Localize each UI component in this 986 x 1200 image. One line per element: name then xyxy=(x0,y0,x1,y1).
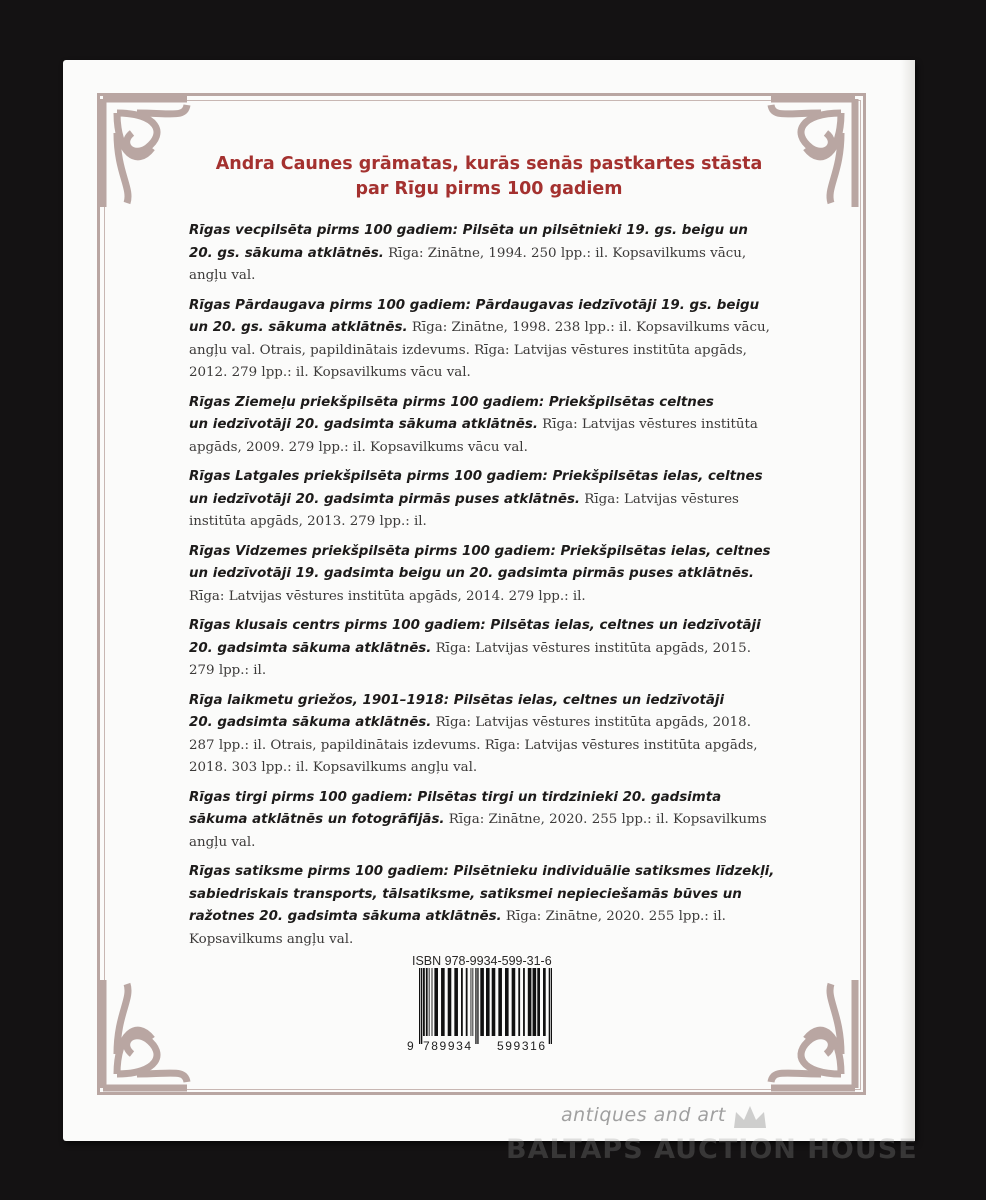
barcode-bar xyxy=(543,968,546,1036)
entry-line xyxy=(189,511,789,534)
isbn-label: ISBN 978-9934-599-31-6 xyxy=(412,954,552,968)
entry-title: 20. gadsimta sākuma atklātnēs. xyxy=(189,640,432,656)
entry-title: Rīgas Latgales priekšpilsēta pirms 100 gadiem: Priekšpilsētas ielas, celtnes xyxy=(189,469,763,484)
entry-title: 20. gs. sākuma atklātnēs. xyxy=(189,245,384,261)
barcode-digit-first: 9 xyxy=(407,1039,414,1052)
barcode-bar xyxy=(421,968,422,1044)
barcode-bar xyxy=(498,968,502,1036)
entry-details: 2012. 279 lpp.: il. Kopsavilkums vācu val. xyxy=(189,365,471,380)
entry-line xyxy=(189,220,789,243)
barcode-bar xyxy=(533,968,537,1036)
entry-title: ražotnes 20. gadsimta sākuma atklātnēs. xyxy=(189,909,502,924)
entry-line xyxy=(189,757,789,780)
bibliography-entry xyxy=(189,392,789,460)
heading-line-2: par Rīgu pirms 100 gadiem xyxy=(355,179,623,199)
entry-details: angļu val. Otrais, papildinātais izdevums. Rīga: Latvijas vēstures institūta apgāds, xyxy=(189,342,747,358)
barcode-bar xyxy=(441,968,445,1036)
entry-details: Rīga: Latvijas vēstures institūta apgāds, 2014. 279 lpp.: il. xyxy=(189,588,586,604)
barcode-bar xyxy=(480,968,484,1036)
entry-details: Rīga: Latvijas vēstures xyxy=(580,491,739,507)
bibliography-entry xyxy=(189,541,789,609)
watermark-line-2: BALTAPS AUCTION HOUSE xyxy=(506,1134,918,1165)
entry-title: un iedzīvotāji 20. gadsimta sākuma atklātnēs. xyxy=(189,417,538,432)
entry-title: Rīgas Ziemeļu priekšpilsēta pirms 100 gadiem: Priekšpilsētas celtnes xyxy=(189,394,714,410)
entry-title: sabiedriskais transports, tālsatiksme, satiksmei nepieciešamās būves un xyxy=(189,886,742,902)
watermark-line-1: antiques and art xyxy=(561,1104,726,1126)
entry-title: Rīgas Pārdaugava pirms 100 gadiem: Pārdaugavas iedzīvotāji 19. gs. beigu xyxy=(189,297,760,313)
cover-edge xyxy=(901,60,915,1141)
barcode-bar xyxy=(448,968,452,1036)
heading-line-1: Andra Caunes grāmatas, kurās senās pastkartes stāsta xyxy=(215,154,763,174)
entry-line xyxy=(189,660,789,683)
barcode-bar xyxy=(471,968,472,1036)
entry-line xyxy=(189,340,789,363)
barcode-digits-right: 599316 xyxy=(497,1039,547,1052)
entry-line xyxy=(189,690,789,713)
corner-ornament-bottom-left-icon xyxy=(97,974,193,1094)
entry-details: Rīga: Zinātne, 1994. 250 lpp.: il. Kopsavilkums vācu, xyxy=(383,245,747,261)
bibliography-entry xyxy=(189,295,789,385)
entry-line xyxy=(189,489,789,512)
entry-line xyxy=(189,884,789,907)
barcode-bar xyxy=(461,968,463,1036)
entry-title: Rīgas vecpilsēta pirms 100 gadiem: Pilsēta un pilsētnieki 19. gs. beigu un xyxy=(189,223,748,238)
entry-line xyxy=(189,295,789,318)
barcode-bar xyxy=(492,968,496,1036)
auction-watermark xyxy=(500,1104,940,1184)
entry-title: un 20. gs. sākuma atklātnēs. xyxy=(189,320,408,335)
entry-title: un iedzīvotāji 19. gadsimta beigu un 20. gadsimta pirmās puses atklātnēs. xyxy=(189,566,754,581)
barcode-bar xyxy=(432,968,433,1036)
entry-details: Rīga: Latvijas vēstures institūta apgāds, 2018. xyxy=(431,715,751,730)
barcode-bar xyxy=(549,968,550,1044)
entry-line xyxy=(189,929,789,952)
barcode-bar xyxy=(426,968,428,1036)
entry-details: 287 lpp.: il. Otrais, papildinātais izdevums. Rīga: Latvijas vēstures institūta apgāds, xyxy=(189,737,758,753)
barcode-bar xyxy=(423,968,425,1036)
entry-line xyxy=(189,906,789,929)
entry-details: Kopsavilkums angļu val. xyxy=(189,931,354,947)
barcode-digits-left: 789934 xyxy=(423,1039,473,1052)
entry-title: Rīgas satiksme pirms 100 gadiem: Pilsētnieku individuālie satiksmes līdzekļi, xyxy=(189,864,775,879)
entry-line xyxy=(189,466,789,489)
entry-details: Rīga: Zinātne, 2020. 255 lpp.: il. xyxy=(501,909,726,924)
entry-title: sākuma atklātnēs un fotogrāfijās. xyxy=(189,812,445,827)
entry-line xyxy=(189,615,789,638)
entry-details: 279 lpp.: il. xyxy=(189,663,267,678)
barcode-bar xyxy=(434,968,438,1036)
entry-line xyxy=(189,541,789,564)
barcode xyxy=(407,968,571,1052)
bibliography-entry xyxy=(189,466,789,534)
entry-title: 20. gadsimta sākuma atklātnēs. xyxy=(189,715,432,730)
entry-line xyxy=(189,787,789,810)
entry-details: 2018. 303 lpp.: il. Kopsavilkums angļu val. xyxy=(189,760,478,775)
entry-details: Rīga: Latvijas vēstures institūta apgāds, 2015. xyxy=(431,640,751,656)
entry-line xyxy=(189,809,789,832)
barcode-bar xyxy=(551,968,552,1044)
barcode-bar xyxy=(454,968,458,1036)
entry-line xyxy=(189,265,789,288)
book-back-cover xyxy=(63,60,915,1141)
entry-details: Rīga: Zinātne, 1998. 238 lpp.: il. Kopsavilkums vācu, xyxy=(407,320,770,335)
corner-ornament-bottom-right-icon xyxy=(765,974,861,1094)
entry-details: angļu val. xyxy=(189,834,256,850)
entry-line xyxy=(189,243,789,266)
barcode-bar xyxy=(523,968,525,1036)
bibliography-list xyxy=(189,220,789,958)
cover-heading xyxy=(63,152,915,202)
barcode-bar xyxy=(512,968,516,1036)
crown-icon xyxy=(732,1104,768,1130)
entry-line xyxy=(189,317,789,340)
entry-title: Rīgas klusais centrs pirms 100 gadiem: Pilsētas ielas, celtnes un iedzīvotāji xyxy=(189,618,761,633)
entry-title: un iedzīvotāji 20. gadsimta pirmās puses atklātnēs. xyxy=(189,491,581,507)
bibliography-entry xyxy=(189,220,789,288)
barcode-bar xyxy=(475,968,476,1044)
entry-title: Rīga laikmetu griežos, 1901–1918: Pilsētas ielas, celtnes un iedzīvotāji xyxy=(189,692,725,708)
entry-line xyxy=(189,414,789,437)
barcode-bar xyxy=(518,968,520,1036)
entry-title: Rīgas Vidzemes priekšpilsēta pirms 100 gadiem: Priekšpilsētas ielas, celtnes xyxy=(189,543,771,559)
bibliography-entry xyxy=(189,787,789,855)
entry-details: Rīga: Latvijas vēstures institūta xyxy=(537,417,758,432)
bibliography-entry xyxy=(189,615,789,683)
entry-line xyxy=(189,832,789,855)
entry-line xyxy=(189,437,789,460)
bibliography-entry xyxy=(189,690,789,780)
bibliography-entry xyxy=(189,861,789,951)
entry-details: angļu val. xyxy=(189,268,256,283)
barcode-bar xyxy=(477,968,478,1044)
entry-line xyxy=(189,362,789,385)
entry-title: Rīgas tirgi pirms 100 gadiem: Pilsētas tirgi un tirdzinieki 20. gadsimta xyxy=(189,789,722,805)
entry-line xyxy=(189,392,789,415)
entry-line xyxy=(189,735,789,758)
barcode-bar xyxy=(472,968,473,1036)
entry-details: Rīga: Zinātne, 2020. 255 lpp.: il. Kopsavilkums xyxy=(444,812,767,827)
entry-line xyxy=(189,563,789,586)
barcode-bar xyxy=(466,968,468,1036)
entry-line xyxy=(189,861,789,884)
barcode-bar xyxy=(419,968,420,1044)
barcode-bar xyxy=(429,968,430,1036)
barcode-bar xyxy=(528,968,532,1036)
entry-line xyxy=(189,638,789,661)
entry-details: apgāds, 2009. 279 lpp.: il. Kopsavilkums vācu val. xyxy=(189,439,528,455)
barcode-bar xyxy=(505,968,509,1036)
barcode-bar xyxy=(537,968,540,1036)
entry-line xyxy=(189,586,789,609)
barcode-bar xyxy=(486,968,490,1036)
entry-details: institūta apgāds, 2013. 279 lpp.: il. xyxy=(189,514,427,529)
entry-line xyxy=(189,712,789,735)
